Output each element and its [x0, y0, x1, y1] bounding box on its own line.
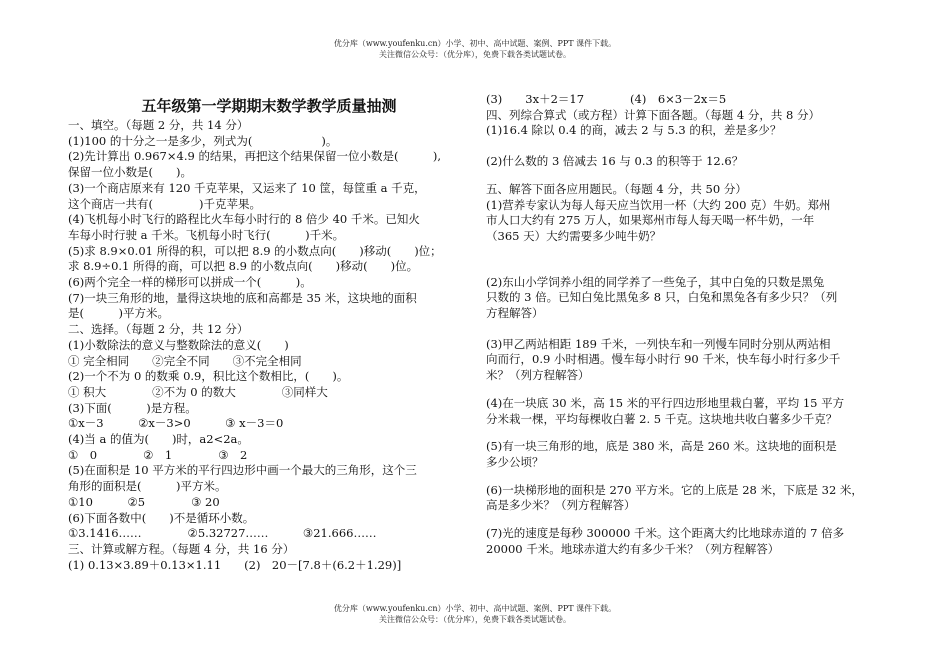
answer-space	[486, 471, 888, 483]
question-7-line: 20000 千米。地球赤道大约有多少千米？（列方程解答）	[486, 541, 780, 556]
question-3-line: 向而行，0.9 小时相遇。慢车每小时行 90 千米，快车每小时行多少千	[486, 352, 841, 367]
question-4-line: (4)在一块底 30 米，高 15 米的平行四边形地里栽白薯，平均 15 平方	[486, 395, 845, 410]
left-line: 这个商店一共有( )千克苹果。	[68, 196, 261, 211]
left-line: ① 完全相同 ②完全不同 ③不完全相同	[68, 353, 302, 368]
left-line: (6)下面各数中( )不是循环小数。	[68, 510, 255, 525]
footer-line-2: 关注微信公众号：（优分库），免费下载各类试题试卷。	[379, 615, 571, 624]
left-line: ① 积大 ②不为 0 的数大 ③同样大	[68, 384, 328, 399]
section-4-title: 四、列综合算式（或方程）计算下面各题。（每题 4 分，共 8 分）	[486, 107, 821, 122]
right-column	[486, 92, 888, 557]
question-5-line: (5)有一块三角形的地，底是 380 米，高是 260 米。这块地的面积是	[486, 439, 837, 454]
answer-space	[486, 322, 888, 337]
left-line: (2)一个不为 0 的数乘 0.9，积比这个数相比，( )。	[68, 369, 349, 384]
header-line-1: 优分库（www.youfenku.cn）小学、初中、高中试题、案例、PPT 课件下载。	[333, 39, 617, 48]
section-4-question-2: (2)什么数的 3 倍减去 16 与 0.3 的积等于 12.6？	[486, 154, 744, 169]
equations-line: (3) 3x＋2＝17 (4) 6×3－2x＝5	[486, 92, 727, 106]
left-line: (6)两个完全一样的梯形可以拼成一个( )。	[68, 275, 312, 290]
left-line: (1)100 的十分之一是多少，列式为( )。	[68, 133, 338, 148]
section-4-question-1: (1)16.4 除以 0.4 的商，减去 2 与 5.3 的积，差是多少？	[486, 123, 782, 138]
left-line: (4)飞机每小时飞行的路程比火车每小时行的 8 倍少 40 千米。已知火	[68, 212, 420, 227]
left-line: (4)当 a 的值为( )时，a2<2a。	[68, 432, 249, 447]
left-line: (5)在面积是 10 平方米的平行四边形中画一个最大的三角形，这个三	[68, 463, 417, 478]
question-3-line: 米？（列方程解答）	[486, 368, 590, 383]
question-5-line: 多少公顷？	[486, 454, 544, 469]
question-1-line: 市人口大约有 275 万人，如果郑州市每人每天喝一杯牛奶，一年	[486, 213, 815, 228]
page-footer	[0, 603, 950, 625]
left-line: (5)求 8.9×0.01 所得的积，可以把 8.9 的小数点向( )移动( )位；	[68, 243, 442, 258]
question-1-line: (1)营养专家认为每人每天应当饮用一杯（大约 200 克）牛奶。郑州	[486, 197, 831, 212]
left-line: ①3.1416…… ②5.32727…… ③21.666……	[68, 526, 377, 541]
left-line: ①x－3 ②x－3>0 ③ x－3＝0	[68, 416, 284, 431]
question-2-line: 只数的 3 倍。已知白兔比黑兔多 8 只，白兔和黑兔各有多少只？（列	[486, 290, 838, 305]
answer-space	[486, 514, 888, 526]
answer-space	[486, 384, 888, 396]
question-2-line: 方程解答）	[486, 306, 544, 321]
header-line-2: 关注微信公众号：（优分库），免费下载各类试题试卷。	[379, 50, 571, 59]
answer-space	[486, 427, 888, 439]
left-line: 保留一位小数是( )。	[68, 165, 192, 180]
exam-title: 五年级第一学期期末数学教学质量抽测	[141, 97, 397, 115]
left-line: 二、选择。（每题 2 分，共 12 分）	[68, 322, 249, 337]
left-line: 车每小时行驶 a 千米。飞机每小时飞行( )千米。	[68, 227, 345, 242]
left-line: ①10 ②5 ③ 20	[68, 494, 220, 509]
left-line: 是( )平方米。	[68, 306, 169, 321]
question-6-line: (6)一块梯形地的面积是 270 平方米。它的上底是 28 米，下底是 32 米，	[486, 482, 863, 497]
question-7-line: (7)光的速度是每秒 300000 千米。这个距离大约比地球赤道的 7 倍多	[486, 526, 845, 541]
left-line: (1) 0.13×3.89＋0.13×1.11 (2) 20－[7.8＋(6.2＋1.29)]	[68, 557, 402, 572]
page-header	[0, 38, 950, 60]
answer-space	[486, 245, 888, 275]
left-line: (2)先计算出 0.967×4.9 的结果，再把这个结果保留一位小数是( ),	[68, 149, 442, 164]
left-line: 三、计算或解方程。（每题 4 分，共 16 分）	[68, 541, 295, 556]
left-line: (3)下面( )是方程。	[68, 400, 197, 415]
question-4-line: 分米栽一棵，平均每棵收白薯 2. 5 千克。这块地共收白薯多少千克？	[486, 411, 838, 426]
left-line: 一、填空。（每题 2 分，共 14 分）	[68, 118, 249, 132]
question-3-line: (3)甲乙两站相距 189 千米，一列快车和一列慢车同时分别从两站相	[486, 336, 831, 351]
section-5-title: 五、解答下面各应用题民。（每题 4 分，共 50 分）	[486, 181, 747, 196]
question-1-line: （365 天）大约需要多少吨牛奶？	[486, 228, 662, 243]
left-line: (1)小数除法的意义与整数除法的意义( )	[68, 337, 289, 352]
left-line: 角形的面积是( )平方米。	[68, 479, 227, 494]
left-line: 求 8.9÷0.1 所得的商，可以把 8.9 的小数点向( )移动( )位。	[68, 259, 419, 274]
footer-line-1: 优分库（www.youfenku.cn）小学、初中、高中试题、案例、PPT 课件下载。	[333, 604, 617, 613]
question-2-line: (2)东山小学饲养小组的同学养了一些兔子，其中白兔的只数是黑兔	[486, 274, 825, 289]
left-line: (3)一个商店原来有 120 千克苹果，又运来了 10 筐，每筐重 a 千克，	[68, 180, 426, 195]
left-line: ① 0 ② 1 ③ 2	[68, 447, 248, 462]
left-line: (7)一块三角形的地，量得这块地的底和高都是 35 米，这块地的面积	[68, 290, 417, 305]
answer-space	[486, 170, 888, 182]
question-6-line: 高是多少米？（列方程解答）	[486, 498, 636, 513]
answer-space	[486, 139, 888, 154]
left-column	[68, 92, 470, 573]
